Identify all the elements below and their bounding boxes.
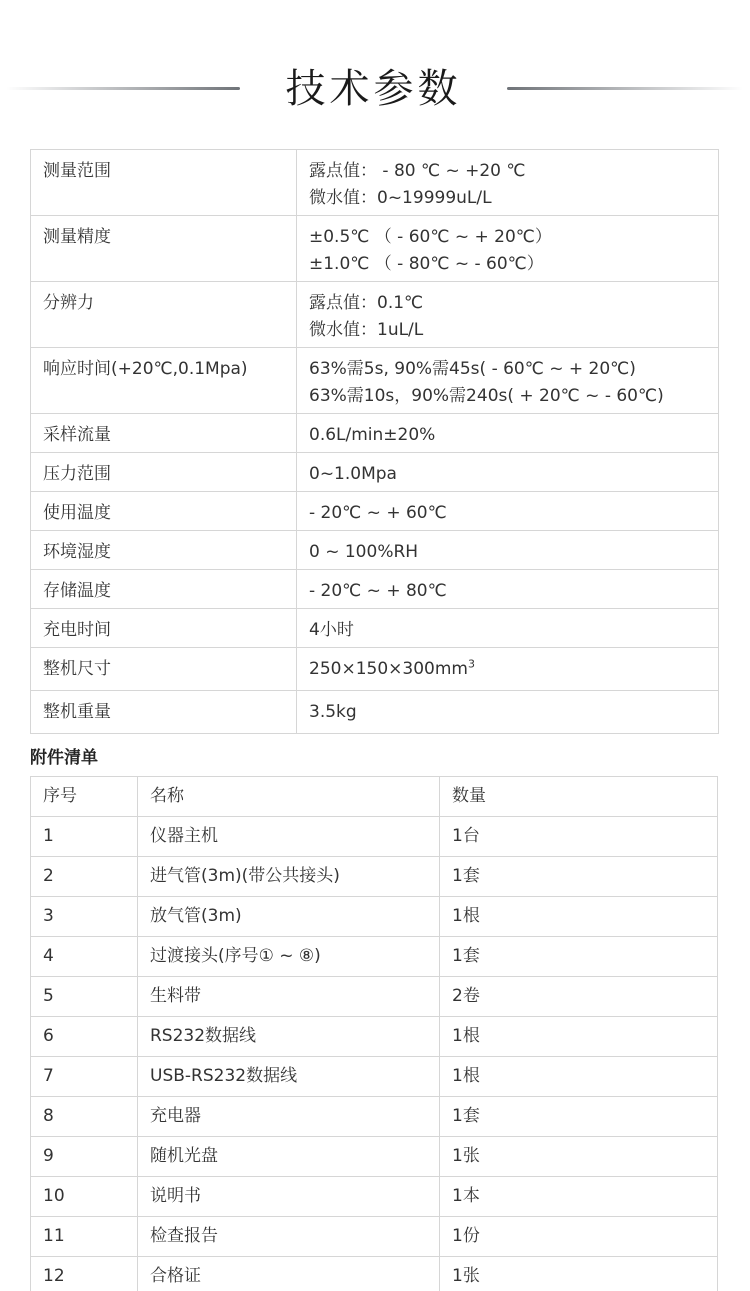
spec-row	[31, 570, 719, 609]
table-row	[31, 897, 718, 937]
table-cell: 1份	[440, 1217, 718, 1257]
table-row	[31, 1017, 718, 1057]
table-row	[31, 977, 718, 1017]
spec-value-line: 63%需10s，90%需240s( + 20℃ ~ - 60℃)	[309, 386, 664, 406]
table-cell: 进气管(3m)(带公共接头)	[138, 857, 440, 897]
table-row	[31, 937, 718, 977]
spec-value-text: 250×150×300mm	[309, 659, 468, 679]
spec-value	[297, 150, 719, 216]
table-cell: 7	[31, 1057, 138, 1097]
table-cell: 1根	[440, 1057, 718, 1097]
spec-row	[31, 691, 719, 734]
title-divider-left	[6, 87, 240, 90]
table-header-row	[31, 777, 718, 817]
table-cell: 2卷	[440, 977, 718, 1017]
spec-value: - 20℃ ~ + 60℃	[297, 492, 719, 531]
spec-value	[297, 648, 719, 691]
table-cell: 8	[31, 1097, 138, 1137]
spec-value: 0~1.0Mpa	[297, 453, 719, 492]
column-header: 名称	[138, 777, 440, 817]
spec-row	[31, 531, 719, 570]
spec-value: 4小时	[297, 609, 719, 648]
spec-value-line: 露点值：0.1℃	[309, 293, 424, 313]
table-cell: 合格证	[138, 1257, 440, 1291]
table-row	[31, 1057, 718, 1097]
spec-label: 采样流量	[31, 414, 297, 453]
accessories-table	[30, 776, 718, 1291]
page-title: 技术参数	[285, 66, 462, 112]
table-cell: 5	[31, 977, 138, 1017]
spec-value	[297, 216, 719, 282]
table-cell: 1套	[440, 937, 718, 977]
spec-label: 响应时间(+20℃,0.1Mpa)	[31, 348, 297, 414]
spec-label: 存储温度	[31, 570, 297, 609]
spec-value-line: ±0.5℃ （ - 60℃ ~ + 20℃）	[309, 227, 552, 247]
spec-row	[31, 282, 719, 348]
title-divider-right	[507, 87, 743, 90]
spec-row	[31, 348, 719, 414]
spec-label: 整机尺寸	[31, 648, 297, 691]
spec-value-line: 63%需5s, 90%需45s( - 60℃ ~ + 20℃)	[309, 359, 636, 379]
spec-row	[31, 453, 719, 492]
table-cell: 1套	[440, 857, 718, 897]
table-row	[31, 1217, 718, 1257]
spec-value: - 20℃ ~ + 80℃	[297, 570, 719, 609]
spec-label: 测量范围	[31, 150, 297, 216]
table-cell: 1套	[440, 1097, 718, 1137]
accessories-title: 附件清单	[30, 748, 98, 768]
table-cell: 1	[31, 817, 138, 857]
table-cell: 1张	[440, 1137, 718, 1177]
table-cell: 9	[31, 1137, 138, 1177]
spec-row	[31, 648, 719, 691]
table-cell: 1台	[440, 817, 718, 857]
spec-value-line: ±1.0℃ （ - 80℃ ~ - 60℃）	[309, 254, 544, 274]
spec-label: 整机重量	[31, 691, 297, 734]
spec-row	[31, 150, 719, 216]
superscript: 3	[467, 657, 475, 671]
spec-label: 环境湿度	[31, 531, 297, 570]
table-row	[31, 1177, 718, 1217]
table-cell: 3	[31, 897, 138, 937]
spec-value	[297, 282, 719, 348]
table-row	[31, 1137, 718, 1177]
spec-label: 分辨力	[31, 282, 297, 348]
table-cell: 11	[31, 1217, 138, 1257]
table-cell: 说明书	[138, 1177, 440, 1217]
spec-row	[31, 414, 719, 453]
table-row	[31, 1097, 718, 1137]
table-cell: 1根	[440, 897, 718, 937]
table-row	[31, 1257, 718, 1291]
table-cell: 1根	[440, 1017, 718, 1057]
table-cell: 2	[31, 857, 138, 897]
spec-label: 压力范围	[31, 453, 297, 492]
table-cell: 12	[31, 1257, 138, 1291]
spec-row	[31, 492, 719, 531]
table-cell: 4	[31, 937, 138, 977]
table-cell: 1本	[440, 1177, 718, 1217]
spec-value	[297, 348, 719, 414]
table-cell: 过渡接头(序号① ~ ⑧)	[138, 937, 440, 977]
spec-value: 0.6L/min±20%	[297, 414, 719, 453]
column-header: 序号	[31, 777, 138, 817]
spec-value-line: 露点值： - 80 ℃ ~ +20 ℃	[309, 161, 526, 181]
table-cell: 仪器主机	[138, 817, 440, 857]
table-cell: 生料带	[138, 977, 440, 1017]
table-cell: 6	[31, 1017, 138, 1057]
spec-value-line: 微水值：0~19999uL/L	[309, 188, 492, 208]
table-cell: 随机光盘	[138, 1137, 440, 1177]
table-cell: USB-RS232数据线	[138, 1057, 440, 1097]
table-row	[31, 817, 718, 857]
table-row	[31, 857, 718, 897]
spec-value: 0 ~ 100%RH	[297, 531, 719, 570]
spec-table	[30, 149, 719, 734]
spec-row	[31, 216, 719, 282]
spec-row	[31, 609, 719, 648]
column-header: 数量	[440, 777, 718, 817]
spec-label: 测量精度	[31, 216, 297, 282]
table-cell: RS232数据线	[138, 1017, 440, 1057]
table-cell: 充电器	[138, 1097, 440, 1137]
table-cell: 1张	[440, 1257, 718, 1291]
section-header	[0, 58, 750, 120]
spec-label: 使用温度	[31, 492, 297, 531]
spec-label: 充电时间	[31, 609, 297, 648]
table-cell: 10	[31, 1177, 138, 1217]
table-cell: 放气管(3m)	[138, 897, 440, 937]
spec-value-line: 微水值：1uL/L	[309, 320, 424, 340]
table-cell: 检查报告	[138, 1217, 440, 1257]
spec-value: 3.5kg	[297, 691, 719, 734]
